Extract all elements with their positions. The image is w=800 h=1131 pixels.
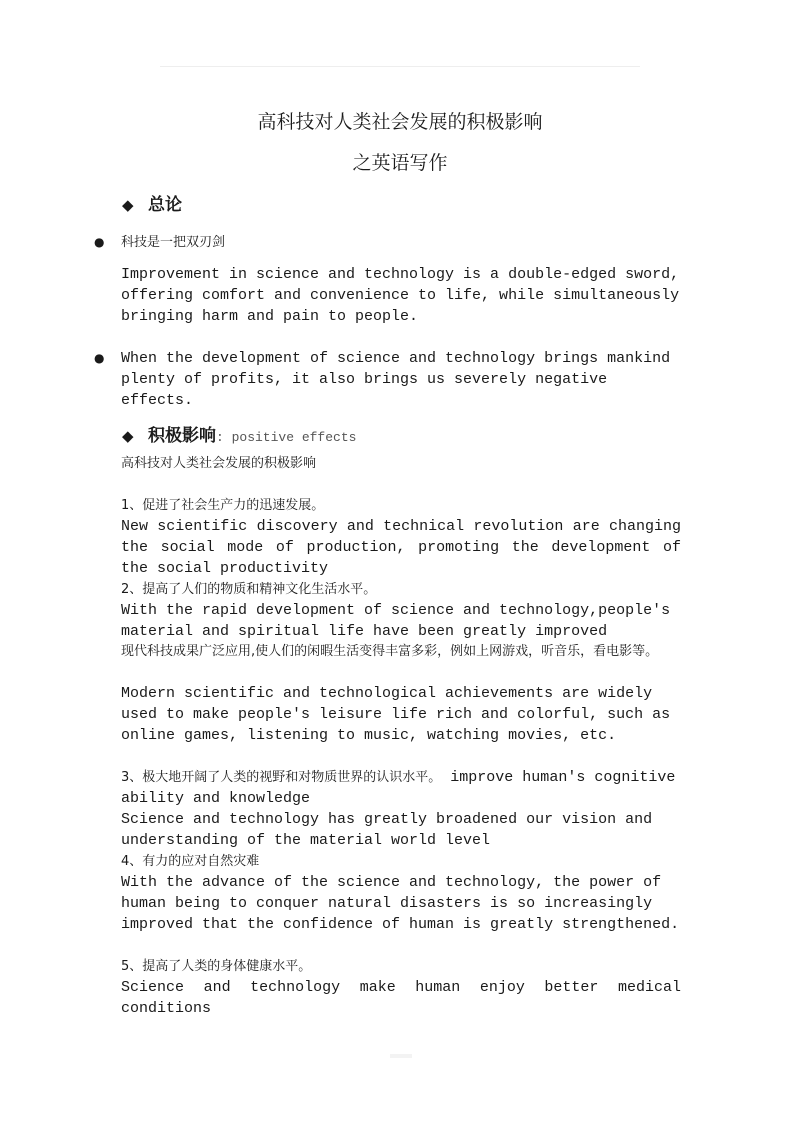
bullet-text-cn: 科技是一把双刃剑 <box>121 235 226 250</box>
paragraph-en: Improvement in science and technology is a double-edged sword, offering comfort and convenience to life, while simultaneously bringing harm and pain to people. <box>121 266 689 325</box>
bullet-dot-icon: ● <box>94 235 105 249</box>
section-heading-subtext: : positive effects <box>216 430 357 445</box>
section-heading-text: 总论 <box>148 195 182 215</box>
diamond-bullet-icon: ◆ <box>122 196 134 214</box>
document-title: 高科技对人类社会发展的积极影响 <box>257 111 543 133</box>
point-2-en: With the rapid development of science and technology,people's material and spiritual life have been greatly improved <box>121 602 680 640</box>
document-subtitle: 之英语写作 <box>352 152 448 174</box>
section-heading-text: 积极影响 <box>148 426 216 446</box>
point-1-cn: 1、促进了社会生产力的迅速发展。 <box>121 498 325 513</box>
point-3-en: Science and technology has greatly broadened our vision and understanding of the material world level <box>121 811 662 849</box>
point-5-cn: 5、提高了人类的身体健康水平。 <box>121 959 312 974</box>
point-5-en: Science and technology make human enjoy better medical conditions <box>121 979 691 1017</box>
point-3-cn-en: improve human's cognitive ability and knowledge <box>121 769 685 807</box>
diamond-bullet-icon: ◆ <box>122 427 134 445</box>
point-1-en: New scientific discovery and technical revolution are changing the social mode of production, promoting the development of the social productivity <box>121 518 691 577</box>
point-3-heading <box>121 767 685 809</box>
section-heading-positive <box>122 421 356 446</box>
page-footer-mark <box>390 1054 412 1058</box>
point-3-cn: 3、极大地开阔了人类的视野和对物质世界的认识水平。 <box>121 770 442 785</box>
point-2b-en: Modern scientific and technological achievements are widely used to make people's leisure life rich and colorful, such as online games, listening to music, watching movies, etc. <box>121 685 680 744</box>
point-2b-cn: 现代科技成果广泛应用,使人们的闲暇生活变得丰富多彩，例如上网游戏，听音乐，看电影等。 <box>121 644 659 659</box>
point-4-cn: 4、有力的应对自然灾难 <box>121 854 260 869</box>
bullet-dot-icon: ● <box>94 351 105 365</box>
point-4-en: With the advance of the science and technology, the power of human being to conquer natural disasters is so increasingly improved that the confidence of human is greatly strengthened. <box>121 874 680 933</box>
paragraph-en: When the development of science and technology brings mankind plenty of profits, it also brings us severely negative effects. <box>121 350 680 409</box>
section-intro: 高科技对人类社会发展的积极影响 <box>121 456 317 471</box>
section-heading-overview <box>122 190 182 215</box>
header-rule <box>160 66 640 67</box>
point-2-cn: 2、提高了人们的物质和精神文化生活水平。 <box>121 582 377 597</box>
